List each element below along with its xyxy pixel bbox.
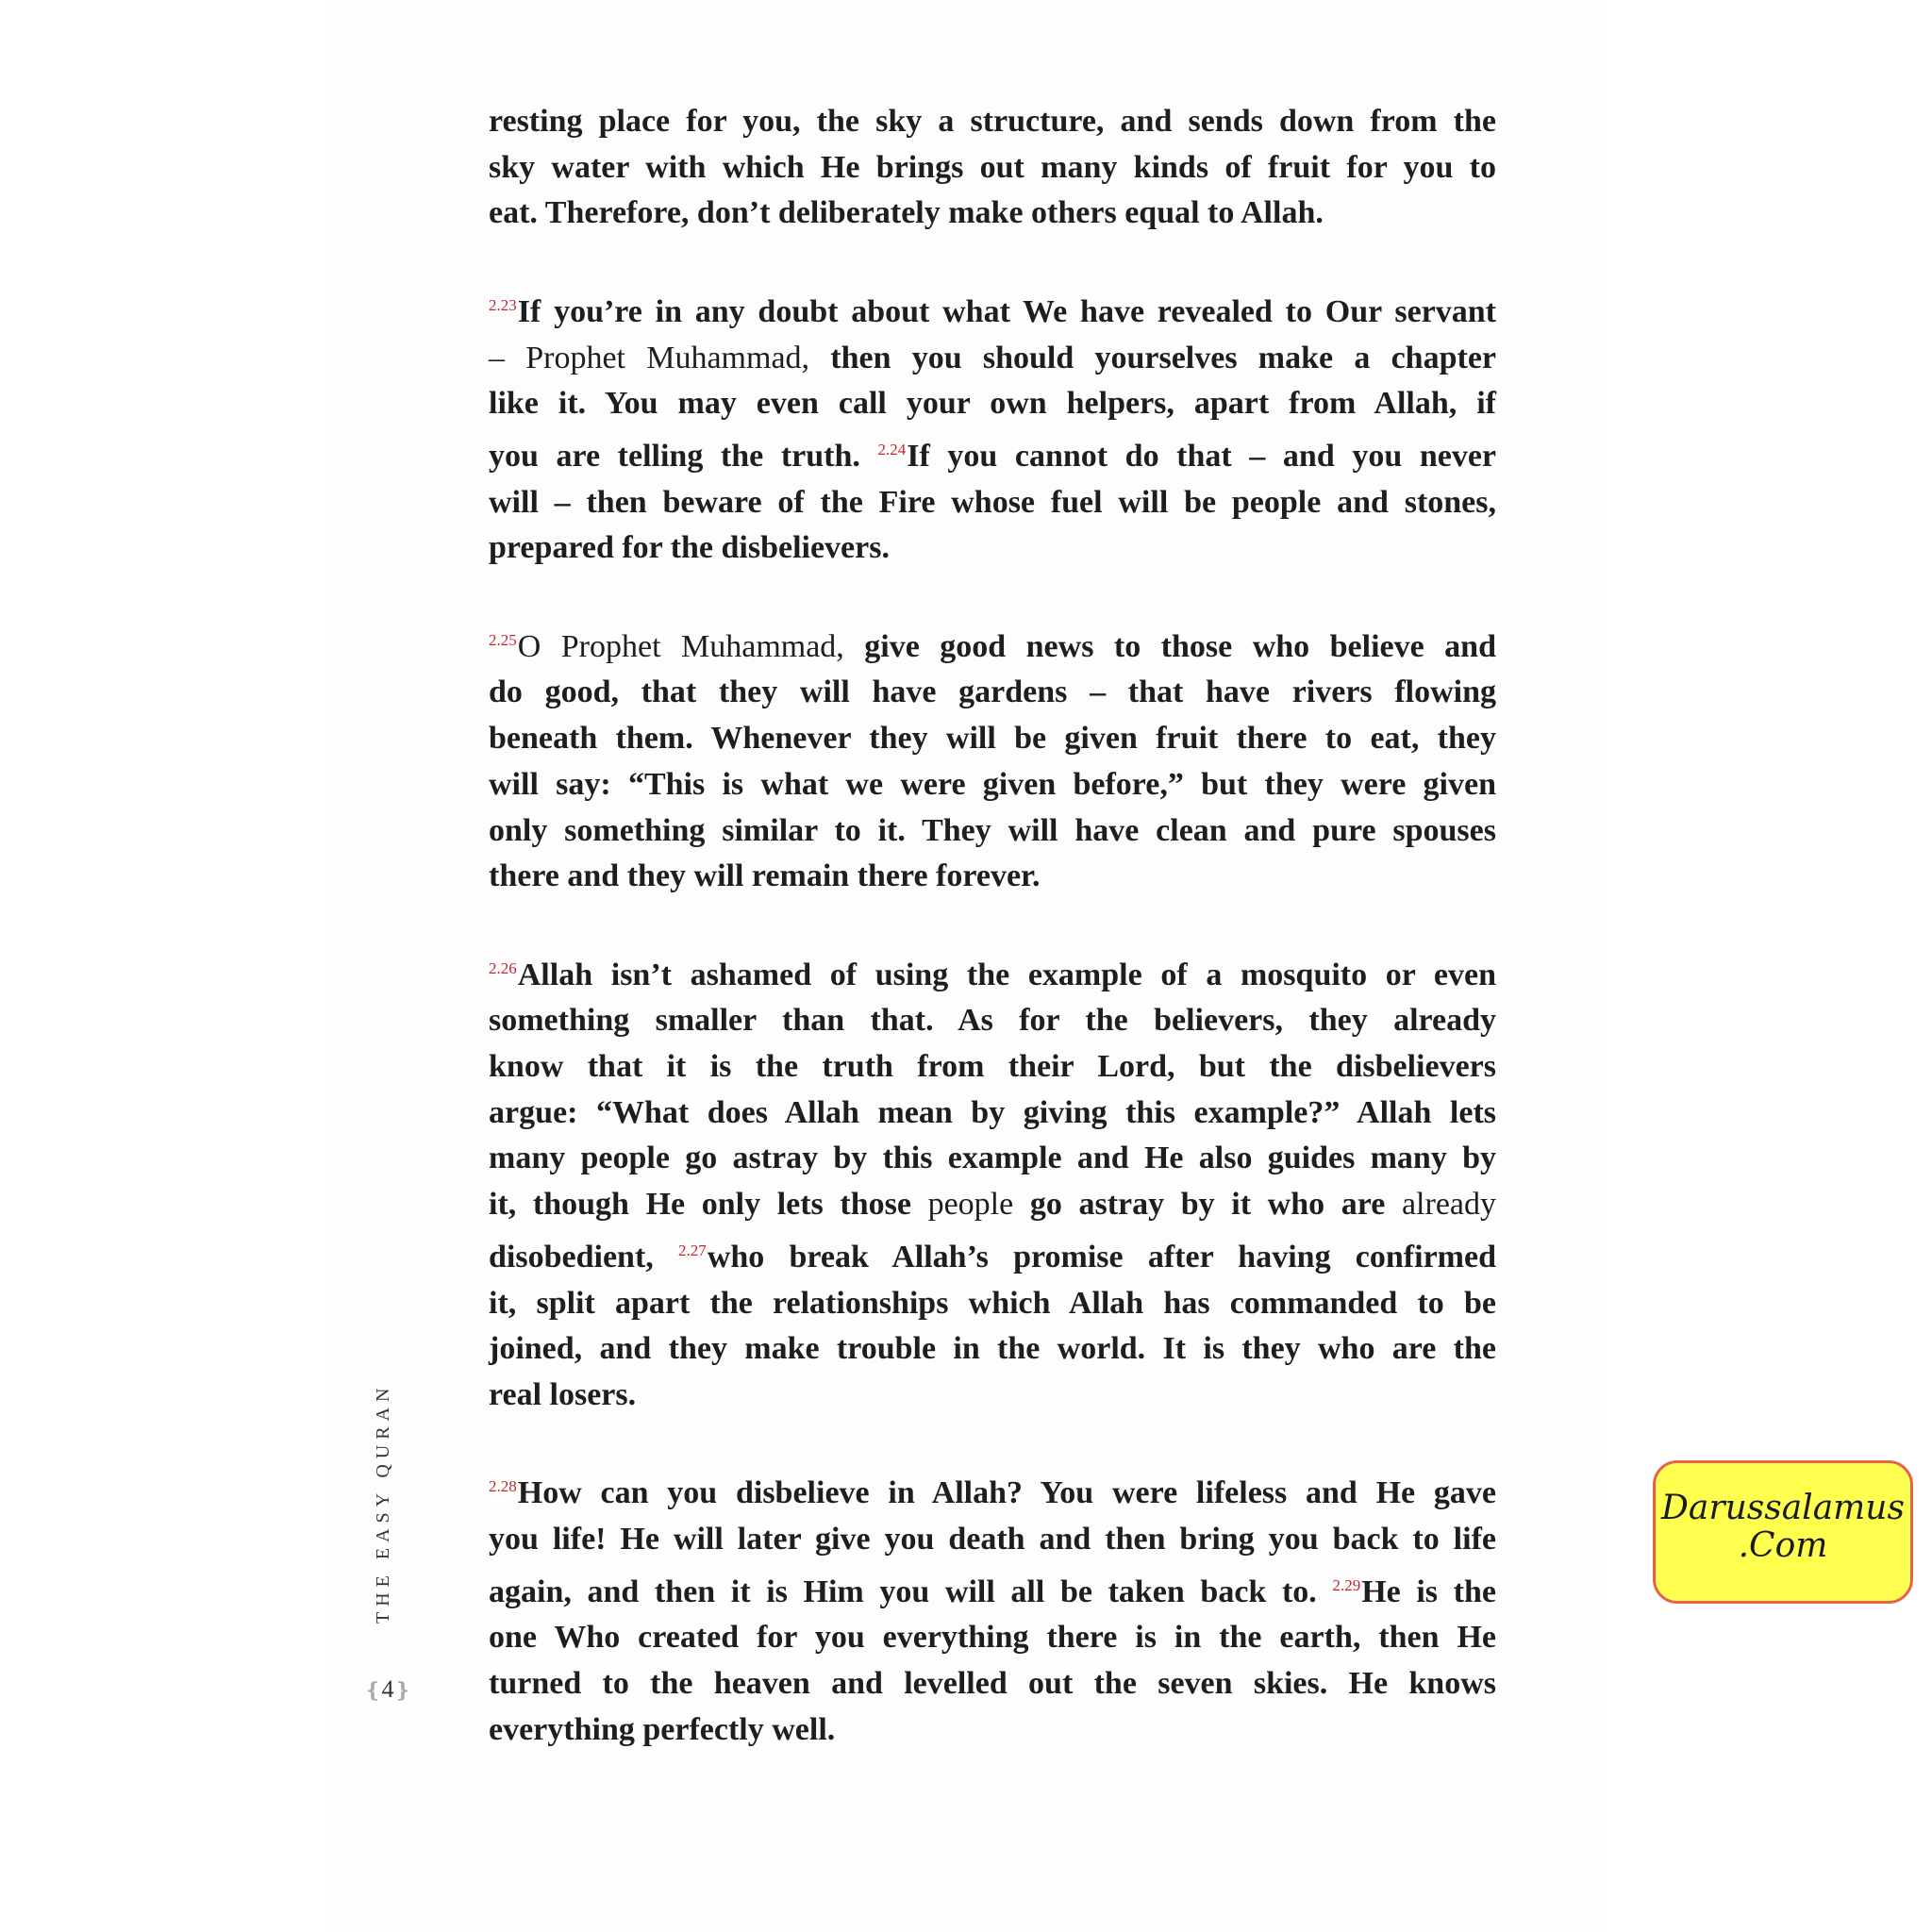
verse-text: people <box>927 1187 1014 1223</box>
text-line <box>489 854 1496 900</box>
text-line <box>489 525 1496 572</box>
verse-paragraph <box>489 283 1496 572</box>
verse-paragraph <box>489 1464 1496 1753</box>
verse-text: you are telling the truth. <box>489 438 878 474</box>
verse-text: If you’re in any doubt about what We have revealed to Our servant <box>517 293 1496 329</box>
verse-text: He is the <box>1361 1574 1496 1609</box>
verse-text: then you should yourselves make a chapter <box>809 340 1496 375</box>
text-line <box>489 1044 1496 1091</box>
verse-paragraph <box>489 99 1496 237</box>
verse-text: How can you disbelieve in Allah? You were lifeless and He gave <box>517 1475 1496 1511</box>
verse-text: know that it is the truth from their Lord, but the disbelievers <box>489 1049 1496 1085</box>
text-line <box>489 716 1496 762</box>
text-line <box>489 618 1496 671</box>
text-line <box>489 480 1496 526</box>
ornament-right-icon: ❵ <box>393 1678 411 1702</box>
text-line <box>489 1136 1496 1182</box>
verse-text: like it. You may even call your own helpers, apart from Allah, if <box>489 386 1496 422</box>
verse-number: 2.23 <box>489 295 517 314</box>
watermark-line-2: .Com <box>1738 1526 1828 1565</box>
text-line <box>489 1326 1496 1373</box>
verse-text: again, and then it is Him you will all be taken back to. <box>489 1574 1333 1609</box>
text-line <box>489 427 1496 480</box>
verse-text: resting place for you, the sky a structure, and sends down from the <box>489 104 1496 139</box>
text-line <box>489 99 1496 145</box>
running-book-title: THE EASY QURAN <box>373 1382 393 1624</box>
text-line <box>489 762 1496 808</box>
page-number <box>364 1675 411 1704</box>
verse-number: 2.25 <box>489 630 517 649</box>
verse-number: 2.29 <box>1332 1575 1361 1594</box>
verse-text: it, though He only lets those <box>489 1187 928 1223</box>
verse-text: it, split apart the relationships which Allah has commanded to be <box>489 1285 1496 1321</box>
verse-text: disobedient, <box>489 1239 679 1274</box>
verse-text: joined, and they make trouble in the world. It is they who are the <box>489 1331 1496 1367</box>
verse-number: 2.27 <box>678 1241 707 1259</box>
verse-text: something smaller than that. As for the believers, they already <box>489 1003 1496 1039</box>
text-line <box>489 946 1496 999</box>
verse-text: sky water with which He brings out many kinds of fruit for you to <box>489 149 1496 185</box>
verse-text: who break Allah’s promise after having confirmed <box>707 1239 1496 1274</box>
verse-text: – Prophet Muhammad, <box>489 340 810 375</box>
text-line <box>489 283 1496 336</box>
verse-text-body <box>489 99 1496 1799</box>
verse-text: prepared for the disbelievers. <box>489 530 890 566</box>
verse-number: 2.28 <box>489 1477 517 1496</box>
text-line <box>489 670 1496 716</box>
verse-paragraph <box>489 946 1496 1419</box>
verse-text: give good news to those who believe and <box>843 628 1496 664</box>
text-line <box>489 808 1496 855</box>
verse-text: Allah isn’t ashamed of using the example of a mosquito or even <box>517 957 1496 992</box>
verse-text: one Who created for you everything there is in the earth, then He <box>489 1620 1496 1656</box>
ornament-left-icon: ❴ <box>364 1678 382 1702</box>
verse-text: O Prophet Muhammad, <box>517 628 844 664</box>
text-line <box>489 145 1496 192</box>
verse-text: many people go astray by this example and He also guides many by <box>489 1141 1496 1176</box>
page-number-value: 4 <box>381 1675 394 1703</box>
watermark-logo <box>1653 1460 1913 1604</box>
verse-text: real losers. <box>489 1376 637 1412</box>
text-line <box>489 1661 1496 1707</box>
text-line <box>489 1281 1496 1327</box>
text-line <box>489 1182 1496 1228</box>
watermark-line-1: Darussalamus <box>1661 1489 1905 1527</box>
verse-text: will say: “This is what we were given before,” but they were given <box>489 766 1496 802</box>
text-line <box>489 1373 1496 1419</box>
text-line <box>489 1517 1496 1563</box>
text-line <box>489 381 1496 427</box>
verse-text: argue: “What does Allah mean by giving this example?” Allah lets <box>489 1094 1496 1130</box>
text-line <box>489 1228 1496 1281</box>
verse-text: everything perfectly well. <box>489 1711 836 1747</box>
text-line <box>489 1615 1496 1661</box>
verse-text: already <box>1401 1187 1496 1223</box>
verse-paragraph <box>489 618 1496 900</box>
text-line <box>489 1091 1496 1137</box>
verse-text: only something similar to it. They will have clean and pure spouses <box>489 812 1496 848</box>
text-line <box>489 1563 1496 1616</box>
verse-text: eat. Therefore, don’t deliberately make others equal to Allah. <box>489 195 1324 231</box>
verse-text: do good, that they will have gardens – that have rivers flowing <box>489 675 1496 710</box>
text-line <box>489 1464 1496 1517</box>
verse-text: will – then beware of the Fire whose fuel will be people and stones, <box>489 484 1496 520</box>
verse-text: turned to the heaven and levelled out the seven skies. He knows <box>489 1666 1496 1702</box>
verse-text: go astray by it who are <box>1013 1187 1402 1223</box>
verse-text: you life! He will later give you death and then bring you back to life <box>489 1522 1496 1557</box>
verse-number: 2.24 <box>877 440 907 458</box>
verse-text: there and they will remain there forever. <box>489 858 1041 894</box>
text-line <box>489 191 1496 237</box>
text-line <box>489 998 1496 1044</box>
verse-text: If you cannot do that – and you never <box>907 438 1496 474</box>
text-line <box>489 336 1496 382</box>
verse-text: beneath them. Whenever they will be given fruit there to eat, they <box>489 721 1496 757</box>
verse-number: 2.26 <box>489 958 517 977</box>
text-line <box>489 1707 1496 1754</box>
